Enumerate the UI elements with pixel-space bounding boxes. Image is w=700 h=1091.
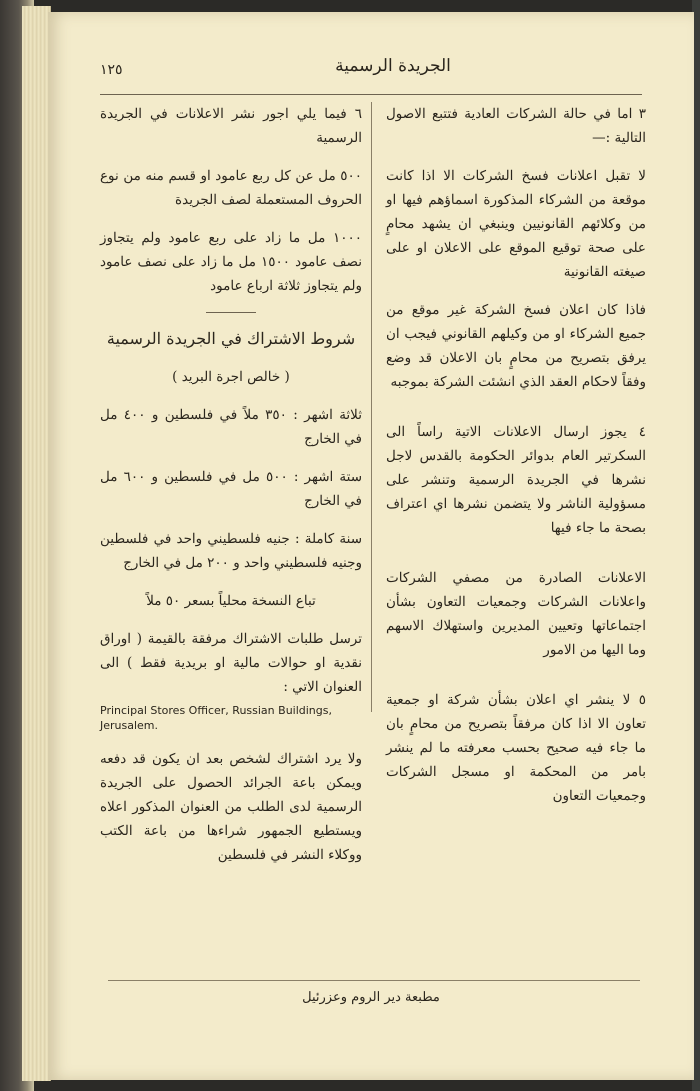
page-number: ١٢٥ [100, 62, 123, 78]
section-3-heading: ٣ اما في حالة الشركات العادية فتتبع الاصول التالية :— [386, 106, 646, 146]
paragraph: فاذا كان اعلان فسخ الشركة غير موقع من جميع الشركاء او من وكيلهم القانوني فيجب ان يرفق بتصريح من محامٍ بان الاعلان قد وضع وفقاً لاحكام العقد الذي انشئت الشركة بموجبه [386, 302, 646, 390]
subscription-term: سنة كاملة : جنيه فلسطيني واحد في فلسطين وجنيه فلسطيني واحد و ٢٠٠ مل في الخارج [100, 531, 362, 571]
left-column [100, 102, 362, 881]
subscription-subtitle: ( خالص اجرة البريد ) [172, 369, 290, 385]
section-divider [206, 312, 256, 313]
page-title: الجريدة الرسمية [335, 56, 451, 76]
rates-heading: ٦ فيما يلي اجور نشر الاعلانات في الجريدة الرسمية [100, 106, 362, 146]
section-4: ٤ يجوز ارسال الاعلانات الاتية راساً الى السكرتير العام بدوائر الحكومة بالقدس لاجل نشرها في الجريدة الرسمية وتنشر على مسؤولية الناشر ولا يتضمن نشرها اي اعتراف بصحة ما جاء فيها [386, 424, 646, 536]
paragraph: لا تقبل اعلانات فسخ الشركات الا اذا كانت موقعة من الشركاء المذكورة اسماؤهم فيها او من وكلائهم القانونيين وينبغي ان يشهد محامٍ على صحة توقيع الموقع على الاعلان او على صيغته القانونية [386, 168, 646, 280]
rate-item: ٥٠٠ مل عن كل ربع عامود او قسم منه من نوع الحروف المستعملة لصف الجريدة [100, 168, 362, 208]
copy-price: تباع النسخة محلياً بسعر ٥٠ ملاً [146, 593, 316, 609]
page-edges [22, 6, 51, 1081]
right-column [386, 102, 646, 822]
closing-note: ولا يرد اشتراك لشخص بعد ان يكون قد دفعه ويمكن باعة الجرائد الحصول على الجريدة الرسمية لدى الطلب من العنوان المذكور اعلاه ويستطيع الجمهور شراءها من باعة الكتب ووكلاء النشر في فلسطين [100, 751, 362, 863]
printer-imprint: مطبعة دير الروم وعزرئيل [302, 990, 440, 1005]
gazette-page [48, 12, 694, 1080]
page-header [48, 52, 694, 82]
subscription-title: شروط الاشتراك في الجريدة الرسمية [106, 329, 356, 348]
paragraph: الاعلانات الصادرة من مصفي الشركات واعلانات الشركات وجمعيات التعاون بشأن اجتماعاتها وتعيين المديرين واستهلاك الاسهم وما اليها من الامور [386, 570, 646, 658]
payment-note: ترسل طلبات الاشتراك مرفقة بالقيمة ( اوراق نقدية او حوالات مالية او بريدية فقط ) الى العنوان الاتي : [100, 631, 362, 695]
postal-address: Principal Stores Officer, Russian Buildings, Jerusalem. [100, 704, 332, 732]
subscription-term: ثلاثة اشهر : ٣٥٠ ملاً في فلسطين و ٤٠٠ مل في الخارج [100, 407, 362, 447]
header-rule [100, 94, 642, 95]
column-divider [371, 102, 372, 712]
footer-rule [108, 980, 640, 981]
rate-item: ١٠٠٠ مل ما زاد على ربع عامود ولم يتجاوز نصف عامود ١٥٠٠ مل ما زاد على نصف عامود ولم يتجاوز ثلاثة ارباع عامود [100, 230, 362, 294]
subscription-term: ستة اشهر : ٥٠٠ مل في فلسطين و ٦٠٠ مل في الخارج [100, 469, 363, 509]
section-5: ٥ لا ينشر اي اعلان بشأن شركة او جمعية تعاون الا اذا كان مرفقاً بتصريح من محامٍ بان ما جاء فيه صحيح بحسب معرفته ما لم ينشر بامر من المحكمة او مسجل الشركات وجمعيات التعاون [386, 692, 646, 804]
